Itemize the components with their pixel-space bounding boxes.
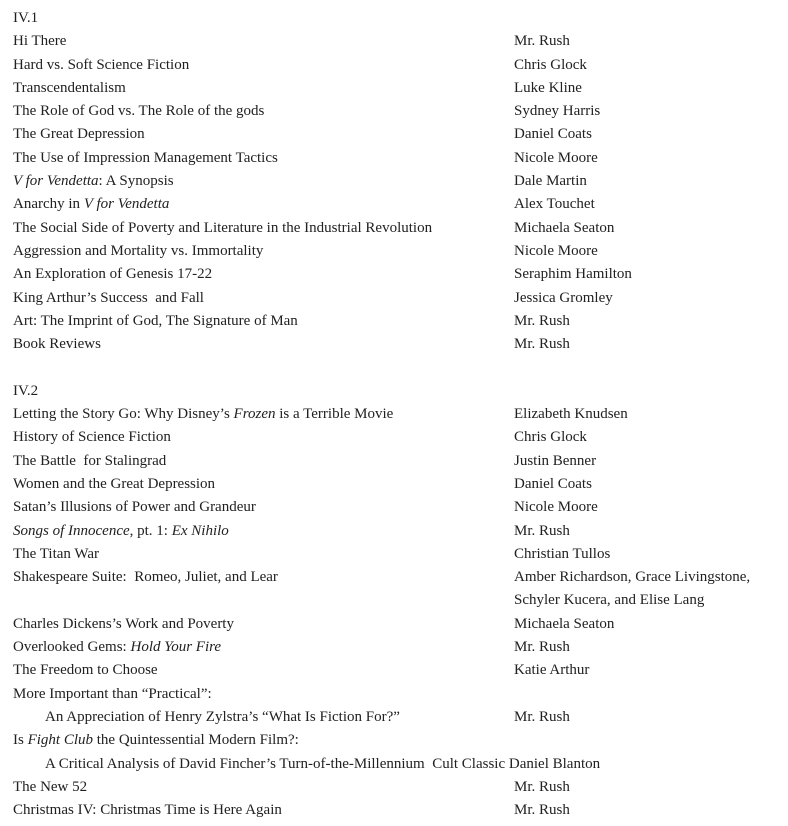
entry-author: Daniel Coats <box>514 475 592 492</box>
toc-entry-row <box>13 263 788 286</box>
toc-entry-row <box>13 636 788 659</box>
entry-author: Katie Arthur <box>514 662 590 679</box>
entry-title-italic-segment: Frozen <box>233 406 276 423</box>
toc-entry-row <box>13 450 788 473</box>
toc-entry-row <box>13 799 788 822</box>
entry-title-italic-segment: V for Vendetta <box>13 173 99 190</box>
toc-entry-row <box>13 683 788 706</box>
entry-title <box>13 709 400 725</box>
toc-entry-row <box>13 240 788 263</box>
entry-title-italic-segment: V for Vendetta <box>83 196 170 213</box>
entry-author: Mr. Rush <box>514 778 570 795</box>
entry-title-segment: The Battle for Stalingrad <box>13 452 167 469</box>
entry-title <box>13 569 278 585</box>
entry-title-segment: An Appreciation of Henry Zylstra’s “What Is Fiction For?” <box>45 708 400 725</box>
entry-title-italic-segment: Ex Nihilo <box>171 522 229 539</box>
toc-entry-row <box>13 310 788 333</box>
entry-author: Daniel Coats <box>514 126 592 143</box>
entry-author: Chris Glock <box>514 429 587 446</box>
toc-entry-row <box>13 566 788 589</box>
entry-title-segment: More Important than “Practical”: <box>13 685 212 702</box>
section-header-label <box>13 383 38 399</box>
entry-author: Amber Richardson, Grace Livingstone, <box>514 569 751 586</box>
toc-entry-row <box>13 426 788 449</box>
toc-entry-row <box>13 403 788 426</box>
entry-title <box>13 126 145 142</box>
entry-title-segment: Transcendentalism <box>13 79 126 96</box>
entry-title <box>13 33 66 49</box>
toc-entry-row <box>13 729 788 752</box>
entry-title <box>13 336 101 352</box>
entry-title <box>13 523 229 539</box>
entry-author: Mr. Rush <box>514 802 570 819</box>
entry-author: Mr. Rush <box>514 522 570 539</box>
entry-author: Nicole Moore <box>514 149 598 166</box>
entry-title-segment: Overlooked Gems: <box>13 639 131 656</box>
toc-entry-row <box>13 77 788 100</box>
entry-title <box>13 103 264 119</box>
entry-title <box>13 150 278 166</box>
entry-author: Alex Touchet <box>514 196 595 213</box>
entry-title-segment: , pt. 1: <box>129 522 172 539</box>
entry-title-segment: Women and the Great Depression <box>13 475 216 492</box>
entry-author: Sydney Harris <box>514 103 601 120</box>
entry-title-segment: The Titan War <box>13 545 100 562</box>
entry-title <box>13 290 204 306</box>
entry-author: Jessica Gromley <box>514 289 613 306</box>
entry-title <box>13 429 171 445</box>
toc-entry-row <box>13 287 788 310</box>
toc-entry-row <box>13 589 788 612</box>
entry-author: Justin Benner <box>514 452 597 469</box>
entry-title-segment: IV.2 <box>13 382 39 399</box>
entry-title-segment: The Use of Impression Management Tactics <box>13 149 278 166</box>
toc-entry-row <box>13 753 788 776</box>
entry-author: Luke Kline <box>514 79 582 96</box>
entry-title-segment: Art: The Imprint of God, The Signature of Man <box>13 312 298 329</box>
entry-title <box>13 313 298 329</box>
blank-line <box>13 356 788 379</box>
entry-author: Mr. Rush <box>514 33 570 50</box>
entry-title-segment: An Exploration of Genesis 17-22 <box>13 266 213 283</box>
entry-title-segment: : A Synopsis <box>98 173 174 190</box>
entry-title <box>13 476 215 492</box>
section-header <box>13 7 788 30</box>
entry-title <box>13 639 221 655</box>
entry-title <box>13 802 282 818</box>
entry-title-segment: Christmas IV: Christmas Time is Here Again <box>13 802 282 819</box>
entry-title <box>13 732 299 748</box>
toc-entry-row <box>13 30 788 53</box>
entry-title-segment: Aggression and Mortality vs. Immortality <box>13 242 264 259</box>
toc-entry-row <box>13 776 788 799</box>
entry-author: Schyler Kucera, and Elise Lang <box>514 592 705 609</box>
entry-title <box>13 173 174 189</box>
entry-title <box>13 546 99 562</box>
entry-title <box>13 616 234 632</box>
entry-title-segment: The Social Side of Poverty and Literature in the Industrial Revolution <box>13 219 433 236</box>
entry-author: Nicole Moore <box>514 499 598 516</box>
entry-title-segment: Is <box>13 732 28 749</box>
entry-title <box>13 779 87 795</box>
entry-title-segment: A Critical Analysis of David Fincher’s Turn-of-the-Millennium Cult Classic <box>45 755 506 772</box>
toc-entry-row <box>13 123 788 146</box>
entry-author: Michaela Seaton <box>514 615 615 632</box>
entry-title <box>13 453 166 469</box>
entry-author: Elizabeth Knudsen <box>514 406 628 423</box>
toc-entry-row <box>13 147 788 170</box>
entry-title <box>13 406 393 422</box>
entry-author: Seraphim Hamilton <box>514 266 632 283</box>
entry-author: Dale Martin <box>514 173 587 190</box>
entry-title-segment: the Quintessential Modern Film?: <box>93 732 299 749</box>
entry-author: Mr. Rush <box>514 708 570 725</box>
entry-title-segment: Hard vs. Soft Science Fiction <box>13 56 190 73</box>
entry-title-segment: IV.1 <box>13 10 39 26</box>
entry-title-segment: Book Reviews <box>13 336 101 353</box>
entry-title <box>13 196 169 212</box>
entry-title <box>13 266 212 282</box>
toc-entry-row <box>13 473 788 496</box>
entry-title-segment: King Arthur’s Success and Fall <box>13 289 204 306</box>
toc-entry-row <box>13 496 788 519</box>
entry-title-segment: The New 52 <box>13 778 88 795</box>
entry-title <box>13 220 432 236</box>
entry-title-italic-segment: Songs of Innocence <box>13 522 130 539</box>
toc-entry-row <box>13 54 788 77</box>
toc-entry-row <box>13 543 788 566</box>
entry-title-segment: Shakespeare Suite: Romeo, Juliet, and Lear <box>13 569 278 586</box>
entry-title <box>13 57 189 73</box>
entry-author: Mr. Rush <box>514 312 570 329</box>
entry-title <box>13 80 126 96</box>
entry-author: Christian Tullos <box>514 545 611 562</box>
entry-title <box>13 662 158 678</box>
entry-title-segment: History of Science Fiction <box>13 429 171 446</box>
entry-title-segment: Satan’s Illusions of Power and Grandeur <box>13 499 256 516</box>
entry-title-segment: Charles Dickens’s Work and Poverty <box>13 615 234 632</box>
toc-entry-row <box>13 706 788 729</box>
toc-entry-row <box>13 170 788 193</box>
toc-entry-row <box>13 520 788 543</box>
section-header-label <box>13 10 38 26</box>
entry-title-segment: Anarchy in <box>13 196 84 213</box>
entry-author: Daniel Blanton <box>508 755 601 772</box>
entry-title-segment: Hi There <box>13 33 67 50</box>
entry-author: Michaela Seaton <box>514 219 615 236</box>
entry-title-segment: The Freedom to Choose <box>13 662 158 679</box>
entry-title-segment: is a Terrible Movie <box>275 406 394 423</box>
entry-title <box>13 686 212 702</box>
toc-entry-row <box>13 613 788 636</box>
toc-entry-row <box>13 333 788 356</box>
entry-title-italic-segment: Hold Your Fire <box>130 639 222 656</box>
entry-title-italic-segment: Fight Club <box>27 732 94 749</box>
entry-title-segment: The Great Depression <box>13 126 145 143</box>
entry-author: Chris Glock <box>514 56 587 73</box>
entry-title-segment: The Role of God vs. The Role of the gods <box>13 103 265 120</box>
toc-entry-row <box>13 100 788 123</box>
entry-title <box>13 756 505 772</box>
entry-author: Nicole Moore <box>514 242 598 259</box>
toc-entry-row <box>13 659 788 682</box>
toc-entry-row <box>13 217 788 240</box>
section-header <box>13 380 788 403</box>
toc-entry-row <box>13 193 788 216</box>
entry-title <box>13 243 263 259</box>
entry-title <box>13 499 256 515</box>
entry-title-segment: Letting the Story Go: Why Disney’s <box>13 406 234 423</box>
entry-author: Mr. Rush <box>514 639 570 656</box>
entry-author: Mr. Rush <box>514 336 570 353</box>
